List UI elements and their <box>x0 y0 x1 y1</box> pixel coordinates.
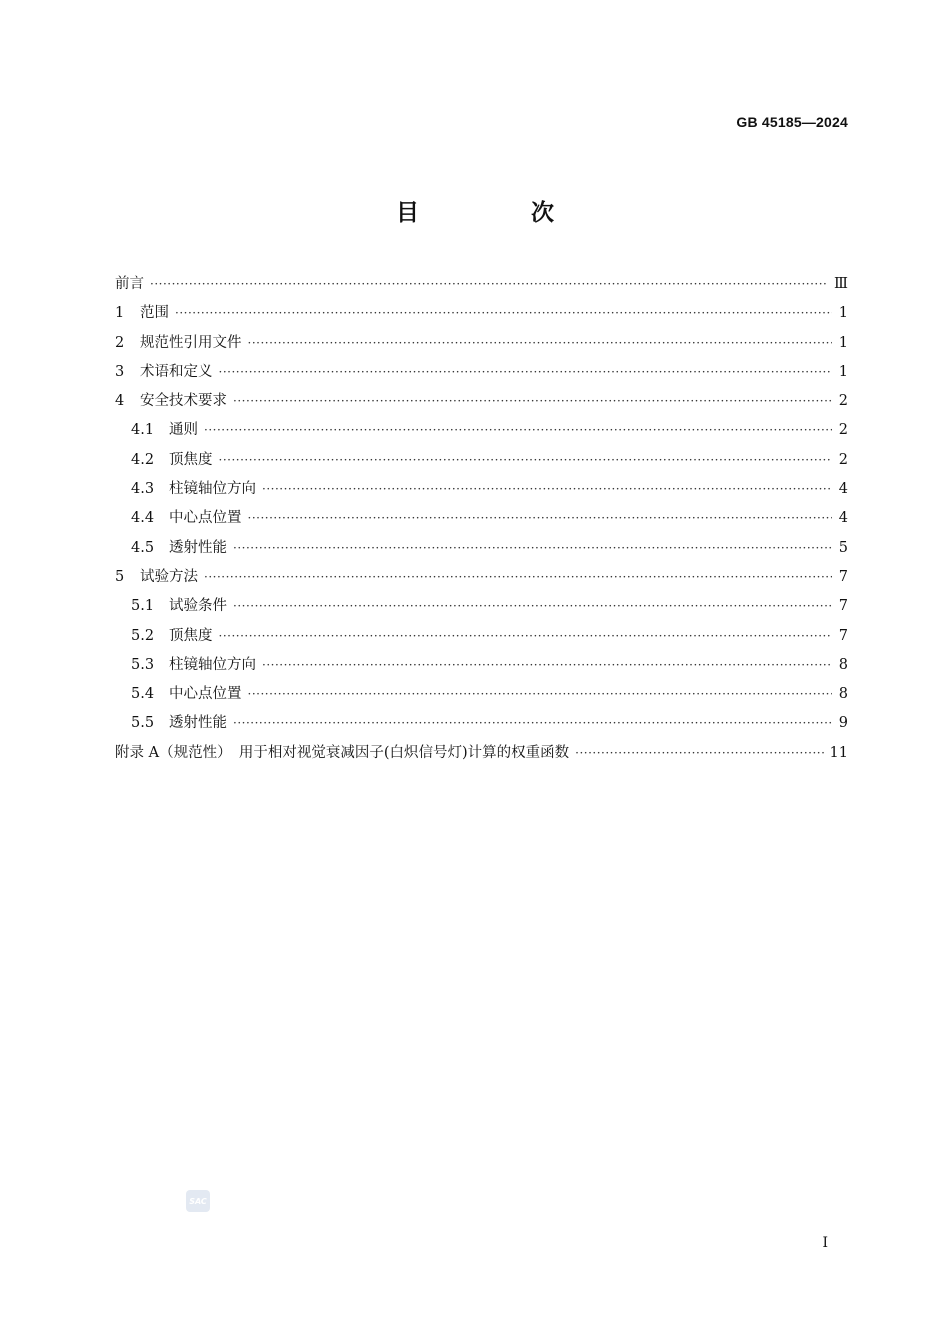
toc-entry-number: 5.4 <box>131 686 155 703</box>
toc-entry-page: 1 <box>838 334 848 351</box>
toc-entry[interactable] <box>115 651 848 680</box>
toc-entry-title: 柱镜轴位方向 <box>169 656 256 673</box>
page-number: I <box>822 1235 828 1251</box>
toc-dot-leader <box>233 592 832 621</box>
toc-entry-title: 试验方法 <box>140 568 198 585</box>
toc-entry-title: 试验条件 <box>169 598 227 615</box>
toc-entry-label <box>131 446 213 475</box>
toc-dot-leader <box>262 475 832 504</box>
toc-entry-title: 前言 <box>115 276 144 292</box>
toc-entry-number: 4.2 <box>131 451 155 468</box>
toc-dot-leader <box>248 680 833 709</box>
toc-entry-number: 3 <box>115 363 125 380</box>
toc-entry-title: 附录 A（规范性） 用于相对视觉衰减因子(白炽信号灯)计算的权重函数 <box>115 744 570 761</box>
toc-entry-page: 9 <box>838 715 848 732</box>
toc-entry-page: 7 <box>838 598 848 615</box>
toc-dot-leader <box>248 504 833 533</box>
toc-entry-label <box>115 270 144 299</box>
toc-entry-page: Ⅲ <box>834 276 848 292</box>
toc-dot-leader <box>204 416 832 445</box>
toc-dot-leader <box>575 739 823 768</box>
toc-entry-title: 规范性引用文件 <box>140 334 242 351</box>
toc-dot-leader <box>150 270 828 299</box>
toc-entry-number: 5 <box>115 568 125 585</box>
toc-entry-label <box>115 563 198 592</box>
toc-entry[interactable] <box>115 563 848 592</box>
toc-entry-number: 4.1 <box>131 422 155 439</box>
table-of-contents <box>115 270 848 768</box>
toc-entry[interactable] <box>115 387 848 416</box>
toc-entry-label <box>131 592 227 621</box>
toc-entry[interactable] <box>115 504 848 533</box>
toc-entry-title: 范围 <box>140 305 169 322</box>
toc-entry-title: 顶焦度 <box>169 451 213 468</box>
toc-entry-page: 7 <box>838 627 848 644</box>
toc-entry[interactable] <box>115 446 848 475</box>
toc-entry-label <box>115 358 213 387</box>
toc-entry-page: 11 <box>829 744 848 761</box>
toc-entry-number: 1 <box>115 305 125 322</box>
toc-entry-page: 4 <box>838 510 848 527</box>
toc-dot-leader <box>219 446 833 475</box>
toc-entry-page: 5 <box>838 539 848 556</box>
toc-entry[interactable] <box>115 534 848 563</box>
toc-entry[interactable] <box>115 475 848 504</box>
toc-entry-title: 中心点位置 <box>169 686 242 703</box>
standard-code: GB 45185—2024 <box>736 114 848 130</box>
toc-entry-label <box>131 475 256 504</box>
toc-entry-label <box>131 680 242 709</box>
toc-entry[interactable] <box>115 416 848 445</box>
toc-entry-label <box>115 387 227 416</box>
toc-entry-number: 4.3 <box>131 481 155 498</box>
toc-entry-title: 顶焦度 <box>169 627 213 644</box>
toc-entry[interactable] <box>115 739 848 768</box>
toc-entry-label <box>131 651 256 680</box>
toc-entry-label <box>115 739 569 768</box>
toc-entry-page: 2 <box>838 422 848 439</box>
toc-entry-label <box>131 416 198 445</box>
toc-entry-label <box>115 329 242 358</box>
toc-dot-leader <box>219 358 833 387</box>
toc-entry-number: 2 <box>115 334 125 351</box>
toc-entry-page: 7 <box>838 568 848 585</box>
sac-logo: SAC <box>186 1190 210 1212</box>
toc-entry-title: 透射性能 <box>169 715 227 732</box>
toc-entry-page: 1 <box>838 305 848 322</box>
toc-entry[interactable] <box>115 270 848 299</box>
toc-dot-leader <box>233 709 832 738</box>
toc-entry[interactable] <box>115 299 848 328</box>
toc-entry-number: 4.4 <box>131 510 155 527</box>
toc-entry[interactable] <box>115 622 848 651</box>
toc-entry-page: 1 <box>838 363 848 380</box>
toc-entry[interactable] <box>115 358 848 387</box>
toc-dot-leader <box>248 329 833 358</box>
toc-entry-page: 2 <box>838 451 848 468</box>
toc-entry-title: 安全技术要求 <box>140 393 227 410</box>
toc-dot-leader <box>204 563 832 592</box>
toc-entry-label <box>131 622 213 651</box>
toc-entry-label <box>131 504 242 533</box>
toc-entry-number: 4.5 <box>131 539 155 556</box>
toc-entry-label <box>131 709 227 738</box>
toc-entry-title: 通则 <box>169 422 198 439</box>
toc-entry[interactable] <box>115 592 848 621</box>
toc-entry-number: 4 <box>115 393 125 410</box>
page-title: 目 次 <box>395 199 606 226</box>
toc-entry[interactable] <box>115 709 848 738</box>
toc-entry-title: 柱镜轴位方向 <box>169 481 256 498</box>
toc-entry-title: 中心点位置 <box>169 510 242 527</box>
toc-entry-page: 8 <box>838 656 848 673</box>
toc-entry-number: 5.1 <box>131 598 155 615</box>
toc-entry-page: 2 <box>838 393 848 410</box>
toc-entry-page: 8 <box>838 686 848 703</box>
toc-entry[interactable] <box>115 329 848 358</box>
toc-entry-title: 透射性能 <box>169 539 227 556</box>
toc-dot-leader <box>175 299 832 328</box>
toc-dot-leader <box>219 622 833 651</box>
toc-entry-label <box>131 534 227 563</box>
toc-entry-title: 术语和定义 <box>140 363 213 380</box>
toc-entry-label <box>115 299 169 328</box>
toc-dot-leader <box>233 387 832 416</box>
toc-entry-number: 5.3 <box>131 656 155 673</box>
toc-entry-page: 4 <box>838 481 848 498</box>
toc-entry[interactable] <box>115 680 848 709</box>
toc-entry-number: 5.5 <box>131 715 155 732</box>
toc-dot-leader <box>233 534 832 563</box>
toc-dot-leader <box>262 651 832 680</box>
toc-entry-number: 5.2 <box>131 627 155 644</box>
